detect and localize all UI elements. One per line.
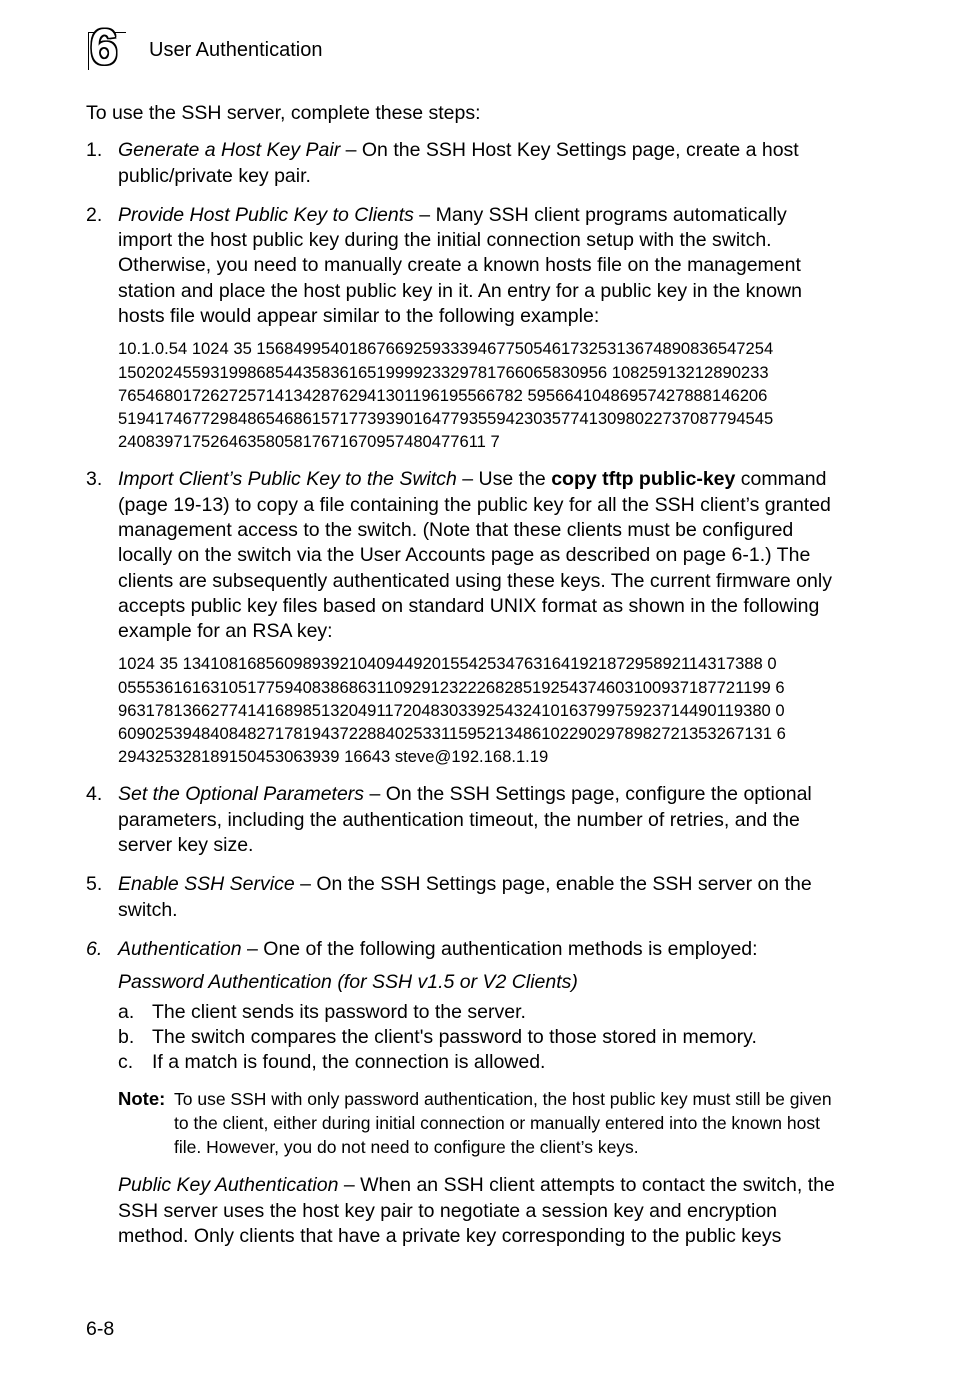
step-text: – Use the: [456, 468, 552, 491]
list-text: The client sends its password to the server.: [152, 1000, 526, 1023]
page-number: 6-8: [86, 1318, 115, 1340]
step-4: [86, 782, 846, 858]
chapter-number: 6: [90, 19, 118, 75]
step-number: 6.: [86, 937, 103, 960]
step-title: Generate a Host Key Pair: [118, 139, 341, 162]
list-letter: c.: [118, 1051, 134, 1074]
list-text: If a match is found, the connection is allowed.: [152, 1051, 546, 1074]
step-5: [86, 872, 846, 923]
chapter-title: User Authentication: [149, 39, 323, 61]
rsa-key-example: 1024 35 134108168560989392104094492015542534763164192187295892114317388 0 05553616163105177594083868631109291232226828519254374603100937187721199 6 96317813662774141689851320491172048303392543241016379975923714490119380 0 60902539484084827178194372288402533115952134861022902978982721353267131 6 294325328189150453063939 16643 steve@192.168.1.19: [118, 654, 786, 767]
step-number: 3.: [86, 468, 103, 491]
note-label: Note:: [118, 1088, 166, 1110]
list-item: [118, 1050, 846, 1075]
step-3: [86, 467, 846, 768]
list-letter: a.: [118, 1000, 135, 1023]
step-number: 1.: [86, 139, 103, 162]
intro-text: To use the SSH server, complete these steps:: [86, 102, 481, 124]
step-text: – On the SSH Host Key Settings page, create a host public/private key pair.: [118, 139, 799, 187]
public-key-auth-paragraph: [118, 1173, 846, 1249]
list-letter: b.: [118, 1025, 135, 1048]
list-item: [118, 1000, 846, 1025]
step-number: 5.: [86, 873, 103, 896]
list-text: The switch compares the client's password to those stored in memory.: [152, 1025, 757, 1048]
list-item: [118, 1025, 846, 1050]
step-1: [86, 138, 846, 189]
command-name: copy tftp public-key: [551, 468, 736, 491]
step-text: command (page 19-13) to copy a file containing the public key for all the SSH client’s granted management access to the switch. (Note that these clients must be configured locally on the switch via the User Accounts page as described on page 6-1.) The clients are subsequently authenticated using these keys. The current firmware only accepts public key files based on standard UNIX format as shown in the following example for an RSA key:: [118, 468, 832, 643]
step-number: 2.: [86, 203, 103, 226]
known-hosts-example: 10.1.0.54 1024 35 15684995401867669259333946775054617325313674890836547254 15020245593199868544358361651999923329781766065830956 10825913212890233 76546801726272571413428762941301196195566782 59566410486957427888146206 51941746772984865468615717739390164779355942303577413098022737087794545 2408397175264635805817671670957480477611 7: [118, 339, 774, 452]
public-key-auth-title: Public Key Authentication: [118, 1174, 339, 1197]
step-text: – Many SSH client programs automatically import the host public key during the initial connection setup with the switch. Otherwise, you need to manually create a known hosts file on the management station and place the host public key in it. An entry for a public key in the known hosts file would appear similar to the following example:: [118, 203, 802, 328]
step-text: – On the SSH Settings page, configure the optional parameters, including the authentication timeout, the number of retries, and the server key size.: [118, 783, 812, 857]
step-title: Set the Optional Parameters: [118, 783, 365, 806]
note-text: To use SSH with only password authentication, the host public key must still be given to the client, either during initial connection or manually entered into the known host file. However, you do not need to configure the client’s keys.: [174, 1089, 832, 1158]
note-block: [118, 1087, 846, 1159]
step-text: – One of the following authentication methods is employed:: [241, 937, 758, 960]
step-title: Import Client’s Public Key to the Switch: [118, 468, 457, 491]
step-2: [86, 203, 846, 454]
main-content: [86, 101, 846, 1263]
step-text: – On the SSH Settings page, enable the SSH server on the switch.: [118, 873, 812, 921]
step-title: Provide Host Public Key to Clients: [118, 203, 414, 226]
step-title: Authentication: [118, 937, 242, 960]
password-auth-heading: Password Authentication (for SSH v1.5 or V2 Clients): [118, 971, 578, 994]
step-title: Enable SSH Service: [118, 873, 295, 896]
step-6: [86, 937, 846, 1249]
step-number: 4.: [86, 783, 103, 806]
public-key-auth-text: – When an SSH client attempts to contact the switch, the SSH server uses the host key pair to negotiate a session key and encryption method. Only clients that have a private key corresponding to the public keys: [118, 1174, 835, 1248]
